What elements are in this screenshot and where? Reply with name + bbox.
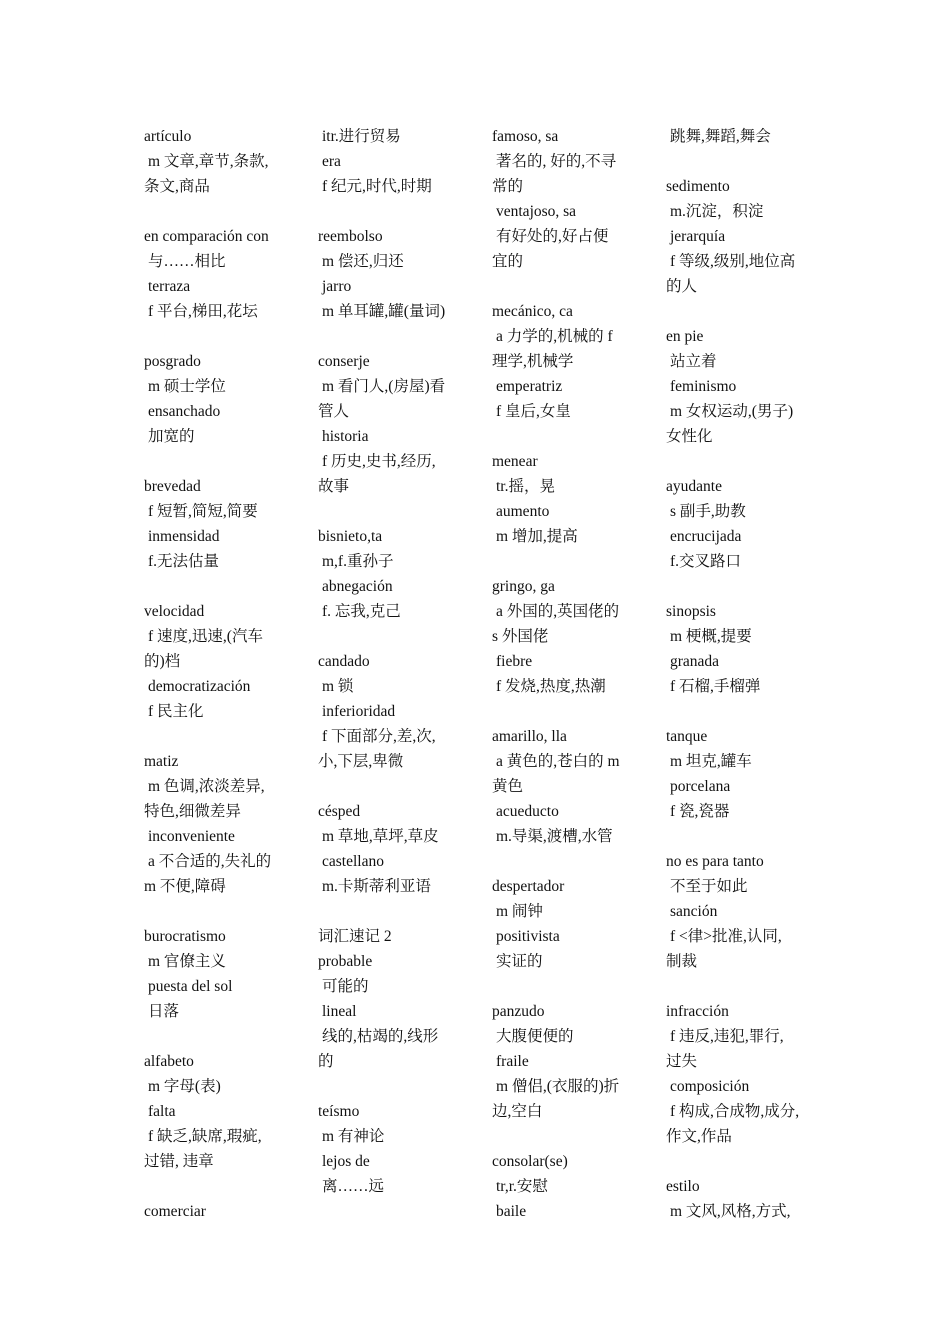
definition-line: m 有神论 <box>322 1128 385 1145</box>
blank-line <box>492 699 637 724</box>
definition-line: m 硕士学位 <box>148 378 226 395</box>
definition-line: 有好处的,好占便 <box>496 228 609 245</box>
entry-line: amarillo, lla <box>492 728 567 745</box>
definition-line: m 偿还,归还 <box>322 253 404 270</box>
blank-line <box>144 574 289 599</box>
blank-line <box>144 449 289 474</box>
definition-line: f 石榴,手榴弹 <box>670 678 761 695</box>
definition-line: a 不合适的,失礼的 <box>148 853 272 870</box>
entry-line: comerciar <box>144 1203 206 1220</box>
blank-line <box>666 299 811 324</box>
definition-line: m 字母(表) <box>148 1078 221 1095</box>
entry-line: 故事 <box>318 478 350 495</box>
definition-line: m 官僚主义 <box>148 953 226 970</box>
entry-line: 边,空白 <box>492 1103 543 1120</box>
entry-line: mecánico, ca <box>492 303 573 320</box>
entry-line: 常的 <box>492 178 524 195</box>
entry-line: candado <box>318 653 370 670</box>
blank-line <box>318 774 463 799</box>
entry-line: matiz <box>144 753 179 770</box>
column-4 <box>666 124 811 1224</box>
blank-line <box>666 699 811 724</box>
definition-line: m 梗概,提要 <box>670 628 752 645</box>
definition-line: castellano <box>322 853 384 870</box>
entry-line: 条文,商品 <box>144 178 210 195</box>
definition-line: 站立着 <box>670 353 717 370</box>
definition-line: f <律>批准,认同, <box>670 928 782 945</box>
definition-line: f 违反,违犯,罪行, <box>670 1028 784 1045</box>
definition-line: abnegación <box>322 578 393 595</box>
blank-line <box>666 149 811 174</box>
entry-line: 女性化 <box>666 428 713 445</box>
blank-line <box>318 624 463 649</box>
definition-line: inconveniente <box>148 828 235 845</box>
blank-line <box>492 549 637 574</box>
blank-line <box>144 1174 289 1199</box>
definition-line: m 闹钟 <box>496 903 543 920</box>
entry-line: en pie <box>666 328 704 345</box>
blank-line <box>144 324 289 349</box>
entry-line: sedimento <box>666 178 730 195</box>
blank-line <box>492 974 637 999</box>
entry-line: teísmo <box>318 1103 360 1120</box>
entry-line: m 不便,障碍 <box>144 878 226 895</box>
definition-line: f 下面部分,差,次, <box>322 728 436 745</box>
column-1 <box>144 124 289 1224</box>
definition-line: porcelana <box>670 778 731 795</box>
definition-line: 可能的 <box>322 978 369 995</box>
entry-line: posgrado <box>144 353 201 370</box>
entry-line: gringo, ga <box>492 578 555 595</box>
definition-line: m,f.重孙子 <box>322 553 394 570</box>
definition-line: falta <box>148 1103 176 1120</box>
blank-line <box>144 199 289 224</box>
blank-line <box>144 1024 289 1049</box>
definition-line: ventajoso, sa <box>496 203 577 220</box>
definition-line: m 增加,提高 <box>496 528 578 545</box>
definition-line: 大腹便便的 <box>496 1028 574 1045</box>
blank-line <box>492 1124 637 1149</box>
entry-line: s 外国佬 <box>492 628 549 645</box>
definition-line: terraza <box>148 278 191 295</box>
blank-line <box>666 824 811 849</box>
definition-line: acueducto <box>496 803 559 820</box>
definition-line: f 短暂,简短,简要 <box>148 503 258 520</box>
entry-line: velocidad <box>144 603 205 620</box>
entry-line: 小,下层,卑微 <box>318 753 404 770</box>
blank-line <box>318 1074 463 1099</box>
blank-line <box>666 449 811 474</box>
definition-line: puesta del sol <box>148 978 233 995</box>
entry-line: 理学,机械学 <box>492 353 574 370</box>
definition-line: f 纪元,时代,时期 <box>322 178 432 195</box>
entry-line: en comparación con <box>144 228 269 245</box>
definition-line: m 女权运动,(男子) <box>670 403 794 420</box>
definition-line: 实证的 <box>496 953 543 970</box>
entry-line: burocratismo <box>144 928 226 945</box>
definition-line: tr,r.安慰 <box>496 1178 548 1195</box>
definition-line: 与……相比 <box>148 253 226 270</box>
definition-line: f 历史,史书,经历, <box>322 453 436 470</box>
definition-line: 离……远 <box>322 1178 385 1195</box>
definition-line: encrucijada <box>670 528 742 545</box>
definition-line: m 单耳罐,罐(量词) <box>322 303 446 320</box>
definition-line: granada <box>670 653 720 670</box>
definition-line: m 僧侣,(衣服的)折 <box>496 1078 620 1095</box>
definition-line: f.交叉路口 <box>670 553 742 570</box>
definition-line: jarro <box>322 278 352 295</box>
entry-line: 黄色 <box>492 778 524 795</box>
definition-line: a 黄色的,苍白的 m <box>496 753 620 770</box>
definition-line: f 速度,迅速,(汽车 <box>148 628 263 645</box>
blank-line <box>666 574 811 599</box>
definition-line: jerarquía <box>670 228 726 245</box>
definition-line: m 文风,风格,方式, <box>670 1203 791 1220</box>
definition-line: m 色调,浓淡差异, <box>148 778 265 795</box>
blank-line <box>318 199 463 224</box>
definition-line: m 草地,草坪,草皮 <box>322 828 439 845</box>
blank-line <box>318 899 463 924</box>
definition-line: f 等级,级别,地位高 <box>670 253 796 270</box>
definition-line: tr.摇，晃 <box>496 478 555 495</box>
definition-line: era <box>322 153 341 170</box>
entry-line: tanque <box>666 728 708 745</box>
entry-line: reembolso <box>318 228 383 245</box>
definition-line: a 外国的,英国佬的 <box>496 603 620 620</box>
definition-line: 加宽的 <box>148 428 195 445</box>
column-2 <box>318 124 463 1199</box>
definition-line: f 平台,梯田,花坛 <box>148 303 258 320</box>
entry-line: 过错, 违章 <box>144 1153 214 1170</box>
definition-line: 线的,枯竭的,线形 <box>322 1028 439 1045</box>
definition-line: f 皇后,女皇 <box>496 403 571 420</box>
definition-line: f. 忘我,克己 <box>322 603 401 620</box>
entry-line: 词汇速记 2 <box>318 928 392 945</box>
definition-line: inferioridad <box>322 703 396 720</box>
definition-line: f 构成,合成物,成分, <box>670 1103 800 1120</box>
definition-line: positivista <box>496 928 560 945</box>
definition-line: s 副手,助教 <box>670 503 746 520</box>
entry-line: 的 <box>318 1053 334 1070</box>
entry-line: famoso, sa <box>492 128 559 145</box>
blank-line <box>666 1149 811 1174</box>
definition-line: m.沉淀，积淀 <box>670 203 764 220</box>
definition-line: m 看门人,(房屋)看 <box>322 378 446 395</box>
definition-line: aumento <box>496 503 550 520</box>
entry-line: brevedad <box>144 478 201 495</box>
definition-line: m.卡斯蒂利亚语 <box>322 878 431 895</box>
definition-line: fraile <box>496 1053 529 1070</box>
entry-line: 管人 <box>318 403 350 420</box>
definition-line: lineal <box>322 1003 357 1020</box>
definition-line: historia <box>322 428 369 445</box>
definition-line: baile <box>496 1203 527 1220</box>
blank-line <box>492 849 637 874</box>
blank-line <box>318 499 463 524</box>
definition-line: f 缺乏,缺席,瑕疵, <box>148 1128 262 1145</box>
entry-line: alfabeto <box>144 1053 194 1070</box>
definition-line: ensanchado <box>148 403 221 420</box>
definition-line: lejos de <box>322 1153 370 1170</box>
entry-line: panzudo <box>492 1003 545 1020</box>
entry-line: 的)档 <box>144 653 181 670</box>
definition-line: f 发烧,热度,热潮 <box>496 678 606 695</box>
blank-line <box>318 324 463 349</box>
blank-line <box>492 274 637 299</box>
entry-line: probable <box>318 953 373 970</box>
definition-line: sanción <box>670 903 718 920</box>
definition-line: a 力学的,机械的 f <box>496 328 613 345</box>
entry-line: ayudante <box>666 478 722 495</box>
definition-line: fiebre <box>496 653 533 670</box>
definition-line: emperatriz <box>496 378 563 395</box>
entry-line: 特色,细微差异 <box>144 803 241 820</box>
entry-line: despertador <box>492 878 565 895</box>
entry-line: 制裁 <box>666 953 698 970</box>
entry-line: infracción <box>666 1003 729 1020</box>
definition-line: 跳舞,舞蹈,舞会 <box>670 128 771 145</box>
definition-line: f 民主化 <box>148 703 204 720</box>
entry-line: consolar(se) <box>492 1153 568 1170</box>
definition-line: m 坦克,罐车 <box>670 753 752 770</box>
definition-line: f 瓷,瓷器 <box>670 803 730 820</box>
column-3 <box>492 124 637 1224</box>
entry-line: bisnieto,ta <box>318 528 383 545</box>
definition-line: f.无法估量 <box>148 553 220 570</box>
entry-line: artículo <box>144 128 192 145</box>
blank-line <box>144 724 289 749</box>
definition-line: feminismo <box>670 378 737 395</box>
definition-line: m.导渠,渡槽,水管 <box>496 828 613 845</box>
definition-line: m 文章,章节,条款, <box>148 153 269 170</box>
entry-line: 过失 <box>666 1053 698 1070</box>
blank-line <box>666 974 811 999</box>
entry-line: 作文,作品 <box>666 1128 732 1145</box>
definition-line: 著名的, 好的,不寻 <box>496 153 617 170</box>
entry-line: 宜的 <box>492 253 524 270</box>
entry-line: no es para tanto <box>666 853 764 870</box>
definition-line: 不至于如此 <box>670 878 748 895</box>
blank-line <box>144 899 289 924</box>
entry-line: sinopsis <box>666 603 716 620</box>
entry-line: estilo <box>666 1178 700 1195</box>
definition-line: inmensidad <box>148 528 220 545</box>
definition-line: itr.进行贸易 <box>322 128 401 145</box>
definition-line: democratización <box>148 678 251 695</box>
definition-line: m 锁 <box>322 678 354 695</box>
entry-line: césped <box>318 803 361 820</box>
entry-line: 的人 <box>666 278 698 295</box>
blank-line <box>492 424 637 449</box>
entry-line: menear <box>492 453 538 470</box>
entry-line: conserje <box>318 353 370 370</box>
definition-line: composición <box>670 1078 750 1095</box>
definition-line: 日落 <box>148 1003 180 1020</box>
